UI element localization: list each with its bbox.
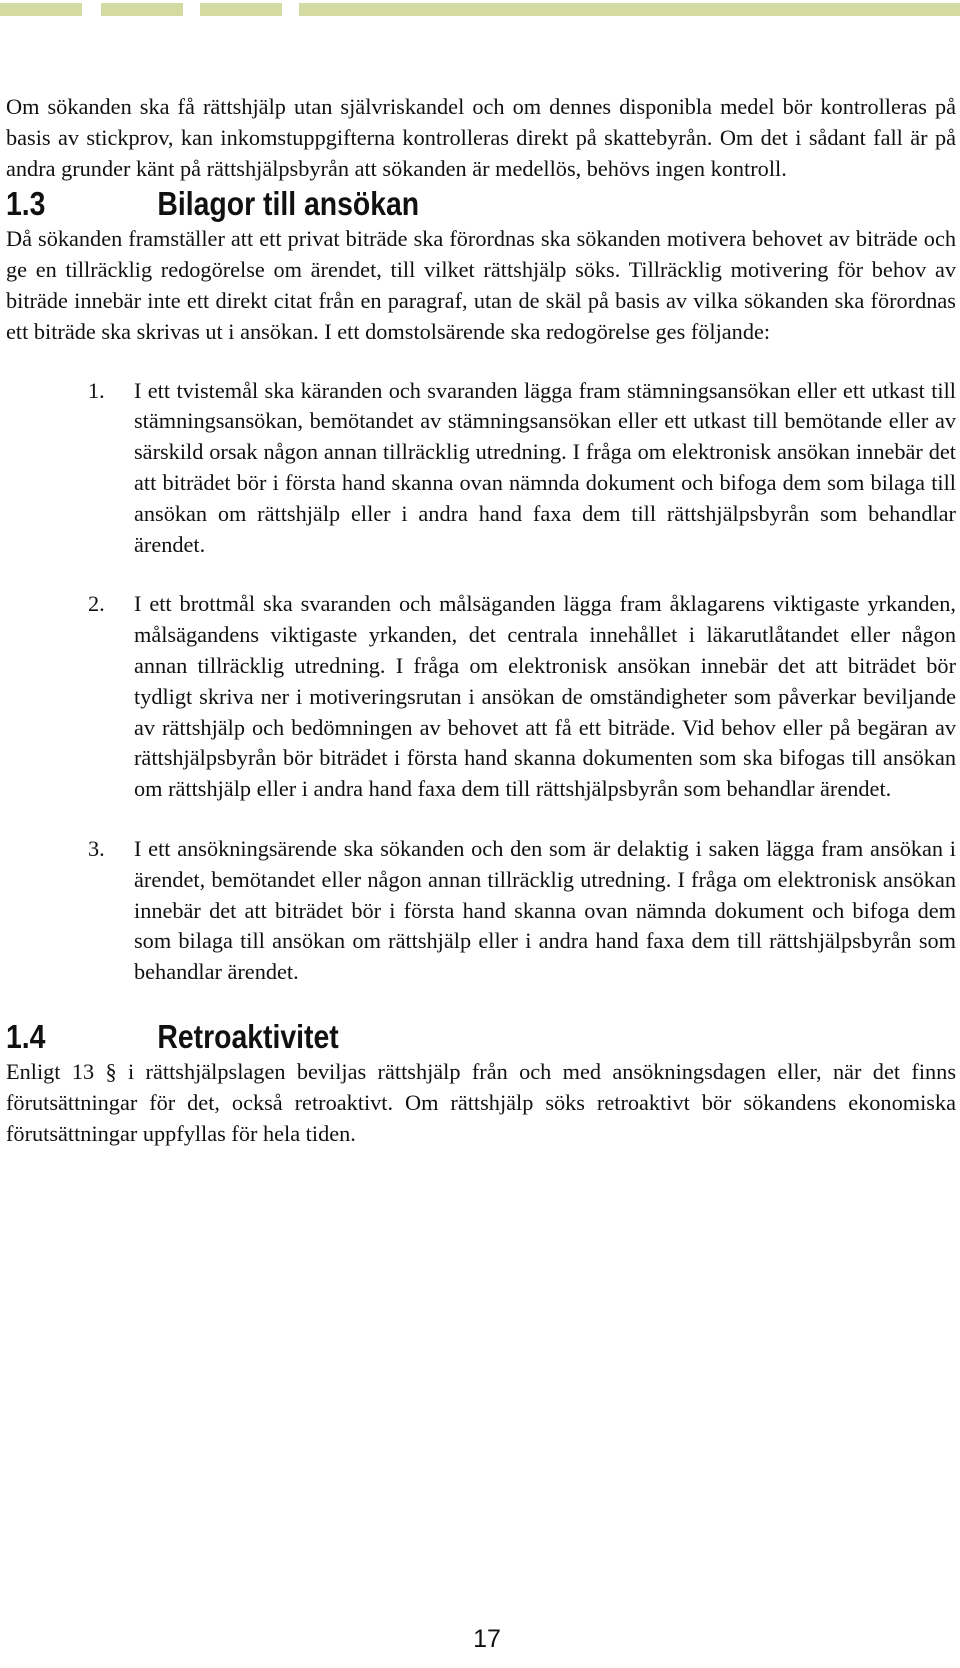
header-decor-bar-3 xyxy=(200,3,282,16)
list-item-number: 2. xyxy=(88,591,105,617)
list-item xyxy=(6,376,956,561)
list-item-number: 1. xyxy=(88,377,105,403)
header-decor-bar-2 xyxy=(101,3,183,16)
list-item-text: I ett tvistemål ska käranden och svaranden lägga fram stämningsansökan eller ett utkast till stämningsansökan, bemötandet av stämningsansökan eller ett utkast till bemötande eller av särskild orsak någon annan tillräcklig utredning. I fråga om elektronisk ansökan innebär det att biträdet bör i första hand skanna ovan nämnda dokument och bifoga dem som bilaga till ansökan om rättshjälp eller i andra hand faxa dem till rättshjälpsbyrån som behandlar ärendet. xyxy=(134,377,956,557)
header-decor-bar-1 xyxy=(0,3,82,16)
list-item-number: 3. xyxy=(88,835,105,861)
intro-paragraph: Om sökanden ska få rättshjälp utan självriskandel och om dennes disponibla medel bör kontrolleras på basis av stickprov, kan inkomstuppgifterna kontrolleras direkt på skattebyrån. Om det i sådant fall är på andra grunder känt på rättshjälpsbyrån att sökanden är medellös, behövs ingen kontroll. xyxy=(6,94,956,181)
section-title: Bilagor till ansökan xyxy=(157,185,420,223)
section-number: 1.3 xyxy=(6,185,46,223)
list-item xyxy=(6,834,956,988)
section-title: Retroaktivitet xyxy=(157,1017,339,1055)
section-1-4-paragraph: Enligt 13 § i rättshjälpslagen beviljas rättshjälp från och med ansökningsdagen eller, när det finns förutsättningar för det, också retroaktivt. Om rättshjälp söks retroaktivt bör sökandens ekonomiska förutsättningar uppfyllas för hela tiden. xyxy=(6,1058,956,1146)
page-content xyxy=(6,92,956,1149)
section-1-3-paragraph: Då sökanden framställer att ett privat biträde ska förordnas ska sökanden motivera behovet av biträde och ge en tillräcklig redogörelse om ärendet, till vilket rättshjälp söks. Tillräcklig motivering för behov av biträde innebär inte ett direkt citat från en paragraf, utan de skäl på basis av vilka sökanden ska förordnas ett biträde ska skrivas ut i ansökan. I ett domstolsärende ska redogörelse ges följande: xyxy=(6,226,956,344)
header-decor-bar-4 xyxy=(299,3,960,16)
list-item xyxy=(6,589,956,805)
section-heading-1-3 xyxy=(6,184,823,224)
section-heading-1-4 xyxy=(6,1017,823,1057)
numbered-list xyxy=(6,376,956,988)
list-item-text: I ett ansökningsärende ska sökanden och den som är delaktig i saken lägga fram ansökan i ärendet, bemötandet eller någon annan tillräcklig utredning. I fråga om elektronisk ansökan innebär det att biträdet bör i första hand skanna ovan nämnda dokument och bifoga dem som bilaga till ansökan om rättshjälp eller i andra hand faxa dem till rättshjälpsbyrån som behandlar ärendet. xyxy=(134,835,956,985)
page-number: 17 xyxy=(473,1625,501,1653)
list-item-text: I ett brottmål ska svaranden och målsäganden lägga fram åklagarens viktigaste yrkanden, målsägandens viktigaste yrkanden, det centrala innehållet i läkarutlåtandet eller någon annan tillräcklig utredning. I fråga om elektronisk ansökan innebär det att biträdet bör tydligt skriva ner i motiveringsrutan i ansökan de omständigheter som påverkar beviljande av rättshjälp och bedömningen av behovet att få ett biträde. Vid behov eller på begäran av rättshjälpsbyrån bör biträdet i första hand skanna dokumenten som ska bifogas till ansökan om rättshjälp eller i andra hand faxa dem till rättshjälpsbyrån som behandlar ärendet. xyxy=(134,591,956,802)
section-number: 1.4 xyxy=(6,1017,46,1055)
